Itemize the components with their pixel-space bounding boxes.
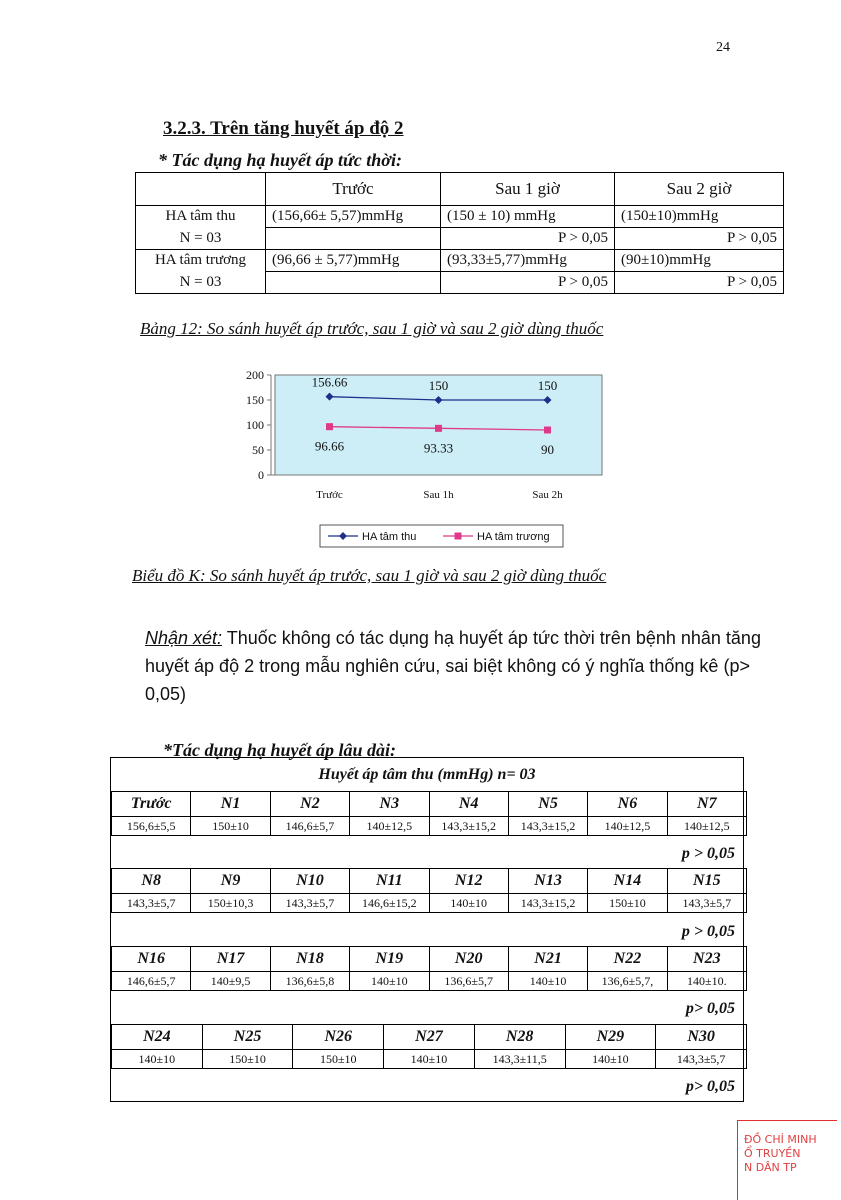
- data-point: [544, 427, 551, 434]
- value-cell: 143,3±5,7: [667, 894, 746, 913]
- remark-paragraph: [145, 624, 765, 708]
- column-header: N3: [350, 792, 429, 817]
- column-header: N22: [588, 947, 667, 972]
- bp-comparison-table: [135, 172, 784, 294]
- data-label: 156.66: [311, 374, 348, 390]
- legend-marker: [455, 533, 462, 540]
- y-tick-label: 200: [246, 368, 264, 382]
- column-header: Trước: [112, 792, 191, 817]
- column-header: N11: [350, 869, 429, 894]
- column-header: N20: [429, 947, 508, 972]
- column-header: N27: [384, 1025, 475, 1050]
- data-label: 96.66: [314, 438, 345, 454]
- official-stamp: [737, 1120, 837, 1200]
- column-header: N1: [191, 792, 270, 817]
- value-cell: 140±10: [350, 972, 429, 991]
- y-tick-label: 50: [252, 443, 264, 457]
- p-value-label: p> 0,05: [685, 1078, 735, 1095]
- table-header-cell: [136, 173, 266, 206]
- value-cell: 143,3±15,2: [429, 817, 508, 836]
- value-cell: 150±10,3: [191, 894, 270, 913]
- table-header-cell: Sau 2 giờ: [615, 173, 784, 206]
- row-sample-size: N = 03: [136, 228, 266, 250]
- column-header: N2: [270, 792, 349, 817]
- column-header: N25: [202, 1025, 293, 1050]
- data-label: 150: [428, 378, 449, 393]
- p-value-cell: P > 0,05: [615, 228, 784, 250]
- row-label: HA tâm thu: [136, 206, 266, 228]
- value-cell: 143,3±15,2: [508, 817, 587, 836]
- x-tick-label: Trước: [316, 489, 343, 501]
- x-tick-label: Sau 2h: [532, 489, 563, 501]
- column-header: N9: [191, 869, 270, 894]
- value-cell: 140±10: [112, 1050, 203, 1069]
- page-number: 24: [716, 40, 730, 55]
- legend-label: HA tâm thu: [362, 531, 417, 543]
- data-point: [326, 423, 333, 430]
- column-header: N8: [112, 869, 191, 894]
- y-tick-label: 0: [258, 468, 264, 482]
- data-label: 93.33: [423, 440, 454, 456]
- p-value-cell: P > 0,05: [441, 272, 615, 294]
- remark-lead: Nhận xét:: [145, 628, 223, 648]
- table-header-cell: Sau 1 giờ: [441, 173, 615, 206]
- value-cell: 136,6±5,8: [270, 972, 349, 991]
- y-tick-label: 100: [246, 418, 264, 432]
- column-header: N6: [588, 792, 667, 817]
- value-cell: 140±12,5: [588, 817, 667, 836]
- column-header: N7: [667, 792, 746, 817]
- table-caption: Bảng 12: So sánh huyết áp trước, sau 1 giờ và sau 2 giờ dùng thuốc: [140, 319, 604, 338]
- column-header: N24: [112, 1025, 203, 1050]
- value-cell: 140±9,5: [191, 972, 270, 991]
- value-cell: 140±10: [429, 894, 508, 913]
- section-heading: 3.2.3. Trên tăng huyết áp độ 2: [163, 118, 404, 139]
- column-header: N14: [588, 869, 667, 894]
- column-header: N12: [429, 869, 508, 894]
- remark-text: Thuốc không có tác dụng hạ huyết áp tức thời trên bệnh nhân tăng huyết áp độ 2 trong mẫu nghiên cứu, sai biệt không có ý nghĩa thống kê (p> 0,05): [145, 628, 761, 704]
- value-cell: 146,6±5,7: [270, 817, 349, 836]
- value-cell: 140±10: [508, 972, 587, 991]
- column-header: N29: [565, 1025, 656, 1050]
- value-cell: 150±10: [293, 1050, 384, 1069]
- value-cell: 143,3±5,7: [656, 1050, 747, 1069]
- x-tick-label: Sau 1h: [423, 489, 454, 501]
- value-cell: 143,3±15,2: [508, 894, 587, 913]
- bp-line-chart: [235, 360, 615, 550]
- chart-caption: Biểu đồ K: So sánh huyết áp trước, sau 1 giờ và sau 2 giờ dùng thuốc: [132, 566, 607, 585]
- value-cell: 150±10: [202, 1050, 293, 1069]
- value-cell: 156,6±5,5: [112, 817, 191, 836]
- p-value-cell: P > 0,05: [441, 228, 615, 250]
- value-cell: 143,3±5,7: [112, 894, 191, 913]
- table-cell: (156,66± 5,57)mmHg: [266, 206, 441, 228]
- legend-label: HA tâm trương: [477, 531, 550, 543]
- table-cell: (93,33±5,77)mmHg: [441, 250, 615, 272]
- p-value-cell: P > 0,05: [615, 272, 784, 294]
- column-header: N13: [508, 869, 587, 894]
- value-cell: 140±10: [565, 1050, 656, 1069]
- value-cell: 143,3±11,5: [474, 1050, 565, 1069]
- p-value-cell: [266, 228, 441, 250]
- column-header: N15: [667, 869, 746, 894]
- table-cell: (150±10)mmHg: [615, 206, 784, 228]
- p-value-label: p > 0,05: [681, 923, 735, 940]
- value-cell: 140±12,5: [667, 817, 746, 836]
- value-cell: 146,6±15,2: [350, 894, 429, 913]
- column-header: N19: [350, 947, 429, 972]
- value-cell: 146,6±5,7: [112, 972, 191, 991]
- row-sample-size: N = 03: [136, 272, 266, 294]
- p-value-label: p> 0,05: [685, 1000, 735, 1017]
- column-header: N21: [508, 947, 587, 972]
- column-header: N5: [508, 792, 587, 817]
- column-header: N23: [667, 947, 746, 972]
- column-header: N16: [112, 947, 191, 972]
- value-cell: 140±10.: [667, 972, 746, 991]
- column-header: N26: [293, 1025, 384, 1050]
- row-label: HA tâm trương: [136, 250, 266, 272]
- p-value-label: p > 0,05: [681, 845, 735, 862]
- stamp-line: N DÂN TP: [744, 1161, 797, 1174]
- value-cell: 140±12,5: [350, 817, 429, 836]
- stamp-line: ĐỒ CHÍ MINH: [744, 1133, 817, 1146]
- value-cell: 136,6±5,7: [429, 972, 508, 991]
- table-cell: (90±10)mmHg: [615, 250, 784, 272]
- y-tick-label: 150: [246, 393, 264, 407]
- column-header: N18: [270, 947, 349, 972]
- value-cell: 143,3±5,7: [270, 894, 349, 913]
- table-header-cell: Trước: [266, 173, 441, 206]
- p-value-cell: [266, 272, 441, 294]
- column-header: N10: [270, 869, 349, 894]
- immediate-effect-heading: * Tác dụng hạ huyết áp tức thời:: [158, 150, 402, 170]
- value-cell: 150±10: [588, 894, 667, 913]
- value-cell: 150±10: [191, 817, 270, 836]
- longterm-table-title: Huyết áp tâm thu (mmHg) n= 03: [318, 766, 536, 783]
- table-cell: (96,66 ± 5,77)mmHg: [266, 250, 441, 272]
- data-label: 150: [537, 378, 558, 393]
- longterm-heading: *Tác dụng hạ huyết áp lâu dài:: [163, 740, 397, 760]
- longterm-bp-table: [110, 757, 744, 1102]
- data-label: 90: [541, 442, 554, 457]
- column-header: N17: [191, 947, 270, 972]
- value-cell: 140±10: [384, 1050, 475, 1069]
- column-header: N28: [474, 1025, 565, 1050]
- column-header: N4: [429, 792, 508, 817]
- value-cell: 136,6±5,7,: [588, 972, 667, 991]
- column-header: N30: [656, 1025, 747, 1050]
- stamp-line: Ổ TRUYỀN: [744, 1147, 801, 1160]
- table-cell: (150 ± 10) mmHg: [441, 206, 615, 228]
- data-point: [435, 425, 442, 432]
